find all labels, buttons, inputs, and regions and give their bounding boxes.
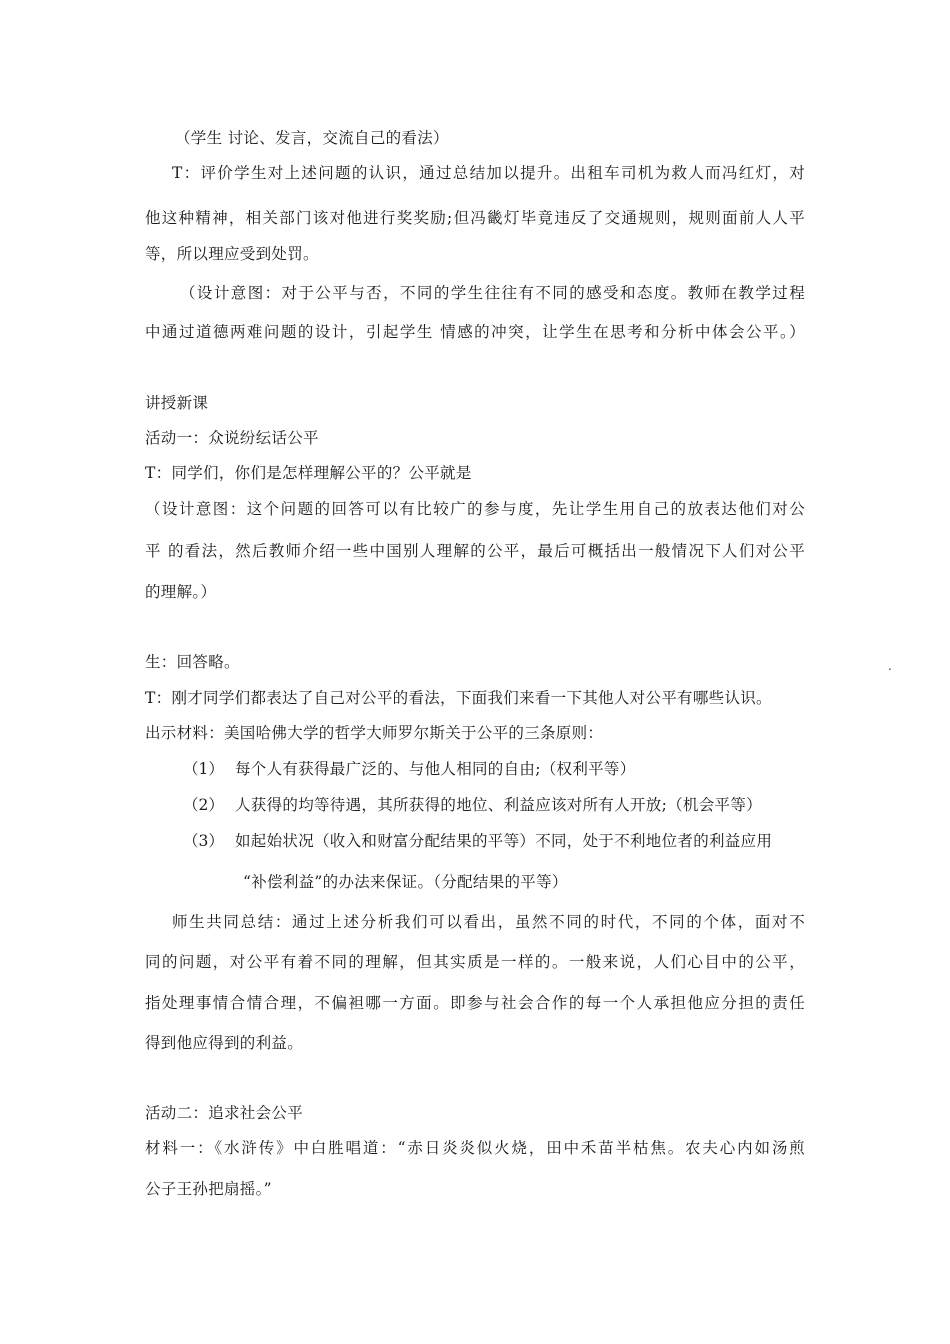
paragraph-line: T：同学们，你们是怎样理解公平的？公平就是	[145, 464, 472, 482]
activity-heading: 活动一：众说纷纭话公平	[145, 429, 319, 447]
paragraph-line: 同的问题，对公平有着不同的理解，但其实质是一样的。一般来说，人们心目中的公平，	[145, 953, 805, 971]
paragraph-line: 出示材料：美国哈佛大学的哲学大师罗尔斯关于公平的三条原则：	[145, 724, 604, 742]
paragraph-line: 他这种精神，相关部门该对他进行奖奖励;但冯畿灯毕竟违反了交通规则，规则面前人人平	[145, 209, 805, 227]
activity-heading: 活动二：追求社会公平	[145, 1104, 304, 1122]
principle-number: （2）	[183, 796, 224, 814]
paragraph-line: 公子王孙把扇摇。”	[145, 1180, 272, 1198]
paragraph-line: 得到他应得到的利益。	[145, 1034, 304, 1052]
paragraph-line: 生：回答略。	[145, 653, 240, 671]
paragraph-line: 等，所以理应受到处罚。	[145, 245, 319, 263]
paragraph-line: 中通过道德两难问题的设计，引起学生 情感的冲突，让学生在思考和分析中体会公平。）	[145, 323, 805, 341]
principle-text: 人获得的均等待遇，其所获得的地位、利益应该对所有人开放;（机会平等）	[235, 796, 762, 814]
principle-text-continued: “补偿利益”的办法来保证。（分配结果的平等）	[243, 873, 568, 891]
section-heading: 讲授新课	[145, 394, 209, 412]
paragraph-line: 平 的看法，然后教师介绍一些中国别人理解的公平，最后可概括出一般情况下人们对公平	[145, 542, 805, 560]
principle-number: （3）	[183, 832, 224, 850]
paragraph-line: 师生共同总结：通过上述分析我们可以看出，虽然不同的时代，不同的个体，面对不	[172, 913, 805, 931]
paragraph-line: 材料一：《水浒传》中白胜唱道：“赤日炎炎似火烧，田中禾苗半枯焦。农夫心内如汤煎	[145, 1139, 805, 1157]
paragraph-line: （设计意图：对于公平与否，不同的学生往往有不同的感受和态度。教师在教学过程	[180, 284, 805, 302]
principle-number: （1）	[183, 760, 224, 778]
principle-text: 如起始状况（收入和财富分配结果的平等）不同，处于不利地位者的利益应用	[235, 832, 773, 850]
paragraph-line: T：评价学生对上述问题的认识，通过总结加以提升。出租车司机为救人而冯红灯，对	[172, 164, 805, 182]
principle-text: 每个人有获得最广泛的、与他人相同的自由;（权利平等）	[235, 760, 636, 778]
paragraph-line: T：刚才同学们都表达了自己对公平的看法，下面我们来看一下其他人对公平有哪些认识。	[145, 689, 772, 707]
paragraph-line: （设计意图：这个问题的回答可以有比较广的参与度，先让学生用自己的放表达他们对公	[145, 500, 805, 518]
paragraph-line: （学生 讨论、发言，交流自己的看法）	[175, 129, 449, 147]
paragraph-line: 的理解。）	[145, 583, 217, 601]
stray-mark: .	[888, 659, 892, 673]
paragraph-line: 指处理事情合情合理，不偏袒哪一方面。即参与社会合作的每一个人承担他应分担的责任	[145, 994, 805, 1012]
